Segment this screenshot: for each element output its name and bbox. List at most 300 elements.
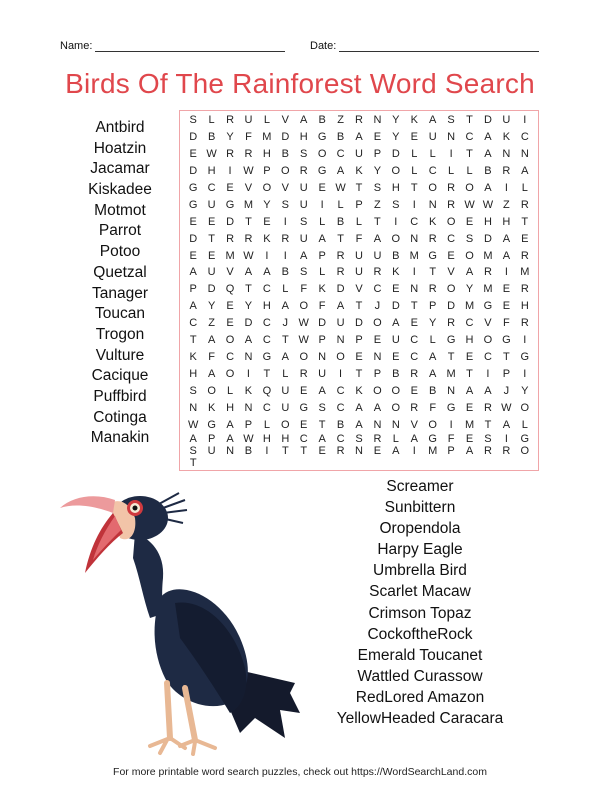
grid-cell: D <box>189 165 198 178</box>
grid-cell: H <box>207 165 216 178</box>
grid-cell: P <box>263 165 271 178</box>
grid-cell: R <box>336 445 345 457</box>
grid-cell: R <box>428 232 437 245</box>
grid-cell: V <box>281 182 289 195</box>
grid-cell: I <box>283 249 287 262</box>
grid-cell: V <box>484 317 492 330</box>
grid-cell: I <box>246 367 250 380</box>
grid-cell: L <box>282 283 289 296</box>
grid-cell: C <box>262 283 271 296</box>
grid-cell: A <box>226 433 234 445</box>
word-item: Manakin <box>90 429 150 447</box>
grid-cell: T <box>337 232 344 245</box>
grid-cell: O <box>465 249 474 262</box>
grid-cell: D <box>189 131 198 144</box>
grid-cell: A <box>429 114 437 127</box>
grid-cell: A <box>502 232 511 245</box>
grid-cell: C <box>428 165 437 178</box>
grid-cell: A <box>355 131 363 144</box>
grid-cell: G <box>225 198 235 211</box>
grid-cell: R <box>226 232 235 245</box>
grid-cell: G <box>502 334 511 347</box>
grid-cell: P <box>355 198 363 211</box>
grid-cell: C <box>189 317 198 330</box>
grid-cell: P <box>502 367 511 380</box>
grid-cell: S <box>189 114 197 127</box>
grid-cell: W <box>188 418 199 431</box>
grid-cell: G <box>446 334 456 347</box>
grid-cell: H <box>262 433 271 445</box>
grid-cell: A <box>318 384 326 397</box>
grid-cell: L <box>429 148 436 161</box>
grid-cell: N <box>447 384 456 397</box>
grid-cell: J <box>282 317 289 330</box>
grid-cell: L <box>208 114 215 127</box>
grid-cell: U <box>299 198 308 211</box>
grid-cell: E <box>318 182 326 195</box>
grid-cell: A <box>336 300 345 313</box>
grid-cell: K <box>410 114 418 127</box>
grid-cell: E <box>410 317 418 330</box>
grid-cell: O <box>391 165 401 178</box>
grid-cell: T <box>281 445 289 457</box>
grid-cell: W <box>501 401 512 414</box>
grid-cell: H <box>299 131 308 144</box>
grid-cell: D <box>189 232 198 245</box>
grid-cell: I <box>486 367 490 380</box>
grid-cell: U <box>281 384 290 397</box>
grid-cell: K <box>318 283 326 296</box>
word-item: Vulture <box>95 346 145 364</box>
grid-cell: B <box>281 148 289 161</box>
grid-cell: E <box>226 300 234 313</box>
grid-cell: K <box>429 215 437 228</box>
grid-cell: D <box>244 317 253 330</box>
grid-cell: Y <box>263 198 271 211</box>
grid-cell: E <box>465 433 474 445</box>
grid-cell: O <box>520 401 530 414</box>
grid-cell: R <box>520 249 529 262</box>
grid-cell: E <box>226 317 234 330</box>
grid-cell: U <box>207 198 216 211</box>
grid-cell: A <box>300 249 308 262</box>
word-item: Harpy Eagle <box>377 541 463 559</box>
grid-cell: Y <box>429 317 437 330</box>
grid-cell: T <box>503 350 510 363</box>
grid-cell: C <box>520 131 529 144</box>
grid-cell: W <box>243 249 254 262</box>
grid-cell: N <box>318 350 327 363</box>
date-line <box>339 41 539 52</box>
grid-cell: V <box>447 266 455 279</box>
grid-cell: E <box>502 300 511 313</box>
page-title: Birds Of The Rainforest Word Search <box>65 68 535 99</box>
grid-cell: J <box>503 384 510 397</box>
grid-cell: C <box>207 182 216 195</box>
grid-cell: K <box>355 384 363 397</box>
grid-cell: T <box>466 148 473 161</box>
grid-cell: T <box>318 418 326 431</box>
grid-cell: E <box>373 131 382 144</box>
grid-cell: D <box>447 300 456 313</box>
word-item: Cacique <box>91 367 149 385</box>
grid-cell: K <box>207 401 216 414</box>
grid-cell: P <box>189 283 197 296</box>
grid-cell: A <box>502 418 511 431</box>
word-item: Kiskadee <box>88 181 152 199</box>
grid-cell: N <box>520 148 529 161</box>
word-item: Puffbird <box>93 387 147 405</box>
grid-cell: A <box>521 165 529 178</box>
grid-cell: W <box>298 317 309 330</box>
grid-cell: F <box>245 131 252 144</box>
grid-cell: L <box>319 266 326 279</box>
grid-cell: L <box>448 165 455 178</box>
grid-cell: R <box>299 367 308 380</box>
grid-cell: A <box>300 114 308 127</box>
grid-cell: N <box>373 350 382 363</box>
grid-cell: U <box>244 114 253 127</box>
grid-cell: T <box>484 418 492 431</box>
grid-cell: A <box>281 300 289 313</box>
grid-cell: W <box>335 182 346 195</box>
grid-cell: K <box>392 266 400 279</box>
grid-cell: S <box>484 433 492 445</box>
grid-cell: I <box>412 266 416 279</box>
grid-cell: O <box>391 384 401 397</box>
grid-cell: N <box>410 283 419 296</box>
word-item: Toucan <box>95 305 145 323</box>
grid-cell: Z <box>337 114 344 127</box>
grid-cell: T <box>355 367 363 380</box>
grid-cell: C <box>336 433 345 445</box>
grid-cell: N <box>373 418 382 431</box>
grid-cell: H <box>262 148 271 161</box>
grid-cell: G <box>483 300 493 313</box>
grid-cell: E <box>465 215 474 228</box>
word-search-grid <box>179 110 539 471</box>
grid-cell: U <box>207 445 216 457</box>
grid-cell: N <box>189 401 198 414</box>
grid-cell: I <box>523 334 527 347</box>
grid-cell: A <box>355 401 363 414</box>
grid-cell: Y <box>521 384 529 397</box>
grid-cell: N <box>226 445 235 457</box>
grid-cell: C <box>465 317 474 330</box>
grid-cell: U <box>391 334 400 347</box>
grid-cell: E <box>392 350 400 363</box>
grid-cell: Y <box>373 165 382 178</box>
grid-cell: U <box>355 148 363 161</box>
grid-cell: E <box>521 232 529 245</box>
grid-cell: T <box>466 367 473 380</box>
grid-cell: V <box>281 114 289 127</box>
grid-cell: L <box>319 215 326 228</box>
grid-cell: G <box>262 350 272 363</box>
grid-cell: L <box>521 418 528 431</box>
grid-cell: A <box>263 266 271 279</box>
grid-cell: D <box>391 300 400 313</box>
word-item: Sunbittern <box>384 499 456 517</box>
grid-cell: A <box>392 317 400 330</box>
grid-cell: R <box>520 198 529 211</box>
word-item: YellowHeaded Caracara <box>336 710 504 728</box>
grid-cell: U <box>428 131 437 144</box>
grid-cell: A <box>465 445 474 457</box>
grid-cell: A <box>281 350 289 363</box>
grid-cell: G <box>317 131 327 144</box>
word-item: Motmot <box>94 201 146 219</box>
grid-cell: B <box>484 165 492 178</box>
grid-cell: A <box>484 131 492 144</box>
grid-cell: E <box>189 148 197 161</box>
grid-cell: C <box>299 433 308 445</box>
word-item: Screamer <box>386 478 454 495</box>
grid-cell: A <box>244 266 253 279</box>
grid-cell: E <box>263 215 271 228</box>
word-item: Parrot <box>98 222 142 240</box>
grid-cell: D <box>483 114 492 127</box>
grid-cell: T <box>281 334 289 347</box>
grid-cell: U <box>299 182 308 195</box>
grid-cell: U <box>299 232 308 245</box>
grid-cell: A <box>189 300 197 313</box>
word-item: Tanager <box>91 284 148 302</box>
grid-cell: K <box>189 350 197 363</box>
grid-cell: E <box>318 445 326 457</box>
grid-cell: S <box>300 215 308 228</box>
grid-cell: H <box>483 215 492 228</box>
grid-cell: I <box>394 215 398 228</box>
grid-cell: A <box>465 266 474 279</box>
grid-cell: F <box>503 317 510 330</box>
grid-cell: V <box>410 418 418 431</box>
grid-cell: N <box>502 148 511 161</box>
grid-cell: S <box>373 182 382 195</box>
grid-cell: O <box>281 165 290 178</box>
grid-cell: E <box>410 131 418 144</box>
grid-cell: G <box>520 433 530 445</box>
grid-cell: L <box>411 148 418 161</box>
grid-cell: W <box>206 148 217 161</box>
grid-cell: T <box>245 283 252 296</box>
grid-cell: T <box>429 266 437 279</box>
word-item: Oropendola <box>379 520 461 538</box>
grid-cell: W <box>482 198 494 211</box>
grid-cell: Z <box>503 198 510 211</box>
grid-cell: Y <box>392 131 400 144</box>
grid-cell: A <box>392 445 400 457</box>
grid-cell: G <box>188 198 198 211</box>
grid-cell: R <box>355 114 363 127</box>
grid-cell: M <box>262 131 272 144</box>
grid-cell: B <box>392 249 400 262</box>
grid-cell: T <box>263 367 271 380</box>
grid-cell: S <box>355 433 363 445</box>
grid-cell: B <box>429 384 437 397</box>
grid-cell: A <box>429 367 437 380</box>
grid-cell: B <box>336 131 345 144</box>
grid-cell: H <box>391 182 400 195</box>
grid-cell: O <box>391 401 401 414</box>
grid-cell: D <box>336 283 345 296</box>
grid-cell: O <box>391 232 401 245</box>
grid-cell: S <box>447 114 455 127</box>
grid-cell: O <box>483 334 493 347</box>
grid-cell: H <box>262 300 271 313</box>
grid-cell: R <box>483 445 492 457</box>
grid-cell: T <box>189 334 197 347</box>
grid-cell: O <box>428 418 437 431</box>
grid-cell: I <box>412 198 416 211</box>
grid-cell: C <box>483 350 492 363</box>
grid-cell: R <box>336 249 345 262</box>
grid-cell: P <box>318 249 326 262</box>
grid-cell: J <box>374 300 381 313</box>
grid-cell: T <box>355 182 363 195</box>
grid-cell: U <box>318 367 327 380</box>
grid-cell: R <box>226 114 235 127</box>
grid-cell: N <box>244 350 253 363</box>
grid-cell: Z <box>208 317 215 330</box>
grid-cell: L <box>411 165 418 178</box>
grid-cell: U <box>207 266 216 279</box>
grid-cell: T <box>466 114 473 127</box>
grid-cell: I <box>449 418 453 431</box>
grid-cell: A <box>355 418 363 431</box>
word-item: Quetzal <box>93 263 147 281</box>
grid-cell: B <box>392 367 400 380</box>
grid-cell: D <box>318 317 327 330</box>
grid-cell: A <box>336 165 345 178</box>
grid-cell: A <box>373 401 382 414</box>
grid-cell: C <box>262 401 271 414</box>
grid-cell: Y <box>465 283 474 296</box>
name-label: Name: <box>60 40 93 52</box>
grid-cell: A <box>484 384 492 397</box>
grid-cell: E <box>465 401 474 414</box>
word-item: Antbird <box>95 119 145 136</box>
grid-cell: P <box>207 433 216 445</box>
word-item: Wattled Curassow <box>357 667 483 685</box>
word-list-left <box>60 118 180 449</box>
grid-cell: T <box>355 300 363 313</box>
grid-cell: N <box>373 114 382 127</box>
grid-cell: I <box>504 182 508 195</box>
grid-cell: D <box>355 317 363 330</box>
word-item: CockoftheRock <box>367 625 473 643</box>
grid-cell: V <box>355 283 363 296</box>
grid-cell: E <box>447 249 455 262</box>
grid-cell: B <box>318 114 326 127</box>
grid-cell: U <box>355 266 363 279</box>
grid-cell: M <box>409 249 419 262</box>
grid-cell: P <box>318 334 326 347</box>
grid-cell: U <box>355 249 363 262</box>
grid-cell: S <box>465 232 474 245</box>
grid-cell: F <box>208 350 215 363</box>
grid-cell: F <box>447 433 455 445</box>
grid-cell: O <box>373 317 382 330</box>
grid-cell: O <box>465 182 474 195</box>
grid-cell: B <box>281 266 289 279</box>
grid-cell: L <box>521 182 528 195</box>
grid-cell: A <box>318 433 326 445</box>
word-item: Scarlet Macaw <box>369 583 471 601</box>
grid-cell: N <box>391 418 400 431</box>
grid-cell: S <box>189 384 197 397</box>
grid-cell: O <box>446 215 456 228</box>
word-item: RedLored Amazon <box>355 688 485 706</box>
grid-cell: N <box>447 131 456 144</box>
grid-cell: O <box>373 384 382 397</box>
grid-cell: D <box>391 148 400 161</box>
grid-cell: U <box>281 401 290 414</box>
grid-cell: O <box>262 182 272 195</box>
grid-cell: A <box>484 148 492 161</box>
grid-cell: E <box>207 215 216 228</box>
grid-cell: O <box>520 445 530 457</box>
grid-cell: S <box>281 198 289 211</box>
grid-cell: K <box>263 232 271 245</box>
grid-cell: E <box>392 283 400 296</box>
grid-cell: T <box>410 300 418 313</box>
grid-cell: H <box>281 433 290 445</box>
grid-cell: G <box>188 182 198 195</box>
word-item: Cotinga <box>93 408 147 426</box>
grid-cell: T <box>447 350 455 363</box>
grid-cell: A <box>226 418 234 431</box>
grid-cell: L <box>263 114 270 127</box>
grid-cell: L <box>337 198 344 211</box>
grid-cell: N <box>428 198 437 211</box>
grid-cell: G <box>207 418 216 431</box>
grid-cell: G <box>428 433 437 445</box>
grid-cell: R <box>299 165 308 178</box>
grid-cell: I <box>320 198 324 211</box>
grid-cell: M <box>225 249 235 262</box>
grid-cell: O <box>281 418 290 431</box>
grid-cell: F <box>355 232 363 245</box>
grid-cell: C <box>262 317 271 330</box>
grid-cell: Y <box>244 300 253 313</box>
grid-cell: T <box>521 215 529 228</box>
grid-cell: A <box>207 367 216 380</box>
grid-cell: W <box>243 165 254 178</box>
grid-cell: N <box>244 401 253 414</box>
grid-cell: K <box>244 384 253 397</box>
grid-cell: M <box>464 300 475 313</box>
grid-cell: R <box>336 266 345 279</box>
grid-cell: A <box>502 249 511 262</box>
grid-cell: R <box>428 283 437 296</box>
grid-cell: S <box>300 266 308 279</box>
grid-cell: C <box>410 334 419 347</box>
grid-cell: B <box>244 445 253 457</box>
grid-cell: R <box>281 232 290 245</box>
grid-cell: R <box>410 401 419 414</box>
grid-cell: T <box>189 457 197 469</box>
grid-cell: D <box>483 232 492 245</box>
grid-cell: P <box>429 300 437 313</box>
grid-cell: R <box>502 445 511 457</box>
grid-cell: R <box>447 198 456 211</box>
grid-cell: U <box>373 249 382 262</box>
grid-cell: R <box>244 232 253 245</box>
grid-cell: E <box>300 384 308 397</box>
grid-cell: L <box>355 215 363 228</box>
grid-cell: G <box>446 401 456 414</box>
